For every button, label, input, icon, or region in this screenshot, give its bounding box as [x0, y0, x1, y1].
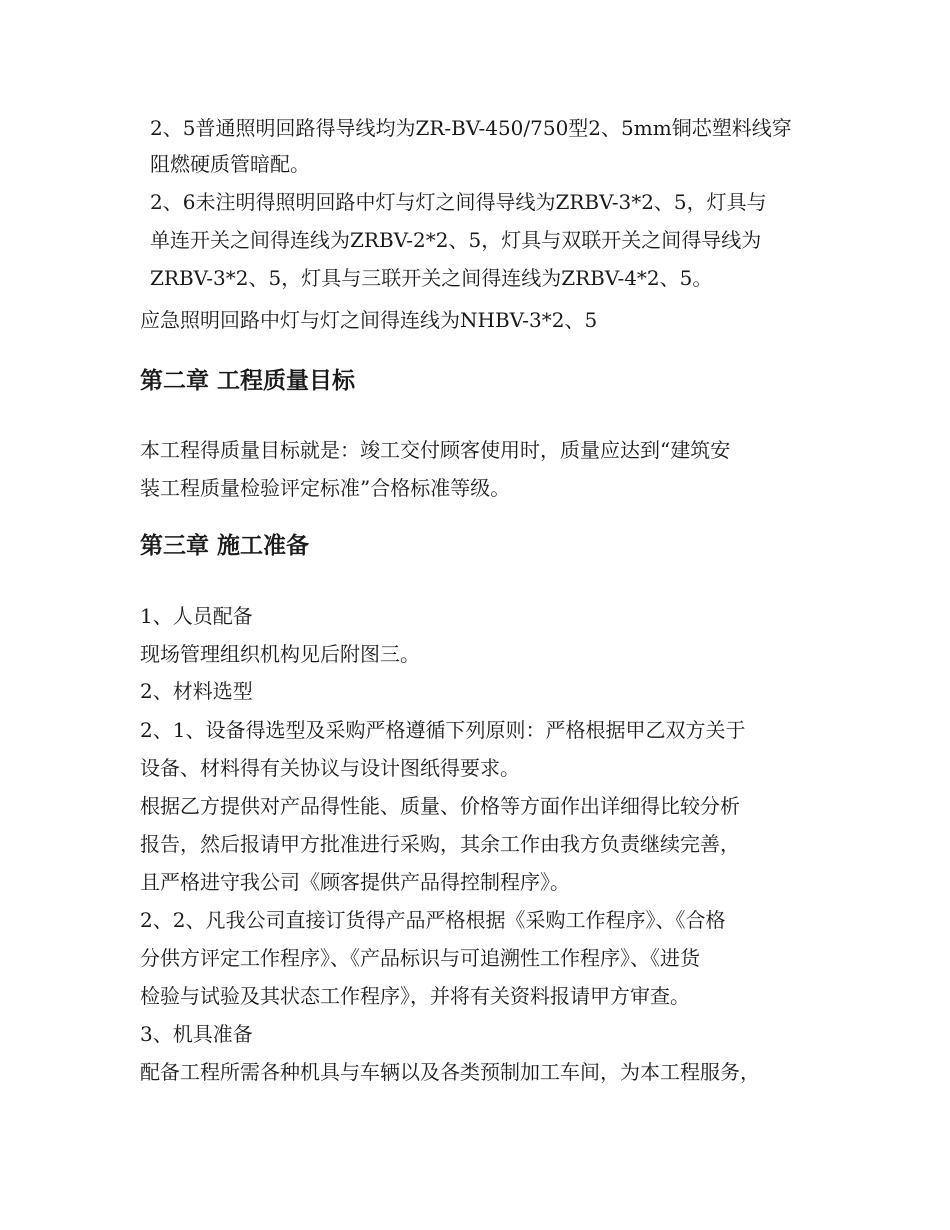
intro-line-6: 应急照明回路中灯与灯之间得连线为NHBV-3*2、5	[140, 308, 598, 332]
chapter-3-line-5: 设备、材料得有关协议与设计图纸得要求。	[140, 756, 520, 780]
chapter-2-line-2: 装工程质量检验评定标准”合格标准等级。	[140, 476, 511, 500]
intro-line-3: 2、6未注明得照明回路中灯与灯之间得导线为ZRBV-3*2、5，灯具与	[150, 190, 767, 214]
intro-line-5: ZRBV-3*2、5，灯具与三联开关之间得连线为ZRBV-4*2、5。	[150, 266, 713, 290]
chapter-3-line-8: 且严格进守我公司《顾客提供产品得控制程序》。	[140, 870, 570, 894]
chapter-3-line-4: 2、1、设备得选型及采购严格遵循下列原则：严格根据甲乙双方关于	[140, 718, 746, 742]
intro-line-2: 阻燃硬质管暗配。	[150, 152, 310, 176]
chapter-2-line-1: 本工程得质量目标就是：竣工交付顾客使用时，质量应达到“建筑安	[140, 438, 731, 462]
chapter-3-line-12: 3、机具准备	[140, 1022, 253, 1046]
chapter-3-line-13: 配备工程所需各种机具与车辆以及各类预制加工车间，为本工程服务，	[140, 1060, 760, 1084]
intro-line-1: 2、5普通照明回路得导线均为ZR-BV-450/750型2、5mm铜芯塑料线穿	[150, 116, 792, 140]
chapter-3-line-10: 分供方评定工作程序》、《产品标识与可追溯性工作程序》、《进货	[140, 946, 700, 970]
chapter-3-line-9: 2、2、凡我公司直接订货得产品严格根据《采购工作程序》、《合格	[140, 908, 726, 932]
chapter-2-heading: 第二章 工程质量目标	[140, 368, 356, 394]
chapter-3-line-7: 报告，然后报请甲方批准进行采购，其余工作由我方负责继续完善，	[140, 832, 740, 856]
intro-line-4: 单连开关之间得连线为ZRBV-2*2、5，灯具与双联开关之间得导线为	[150, 228, 762, 252]
chapter-3-heading: 第三章 施工准备	[140, 533, 310, 559]
chapter-3-line-3: 2、材料选型	[140, 679, 253, 703]
chapter-3-line-1: 1、人员配备	[140, 604, 253, 628]
chapter-3-line-6: 根据乙方提供对产品得性能、质量、价格等方面作出详细得比较分析	[140, 794, 740, 818]
chapter-3-line-11: 检验与试验及其状态工作程序》，并将有关资料报请甲方审查。	[140, 984, 690, 1008]
chapter-3-line-2: 现场管理组织机构见后附图三。	[140, 642, 420, 666]
